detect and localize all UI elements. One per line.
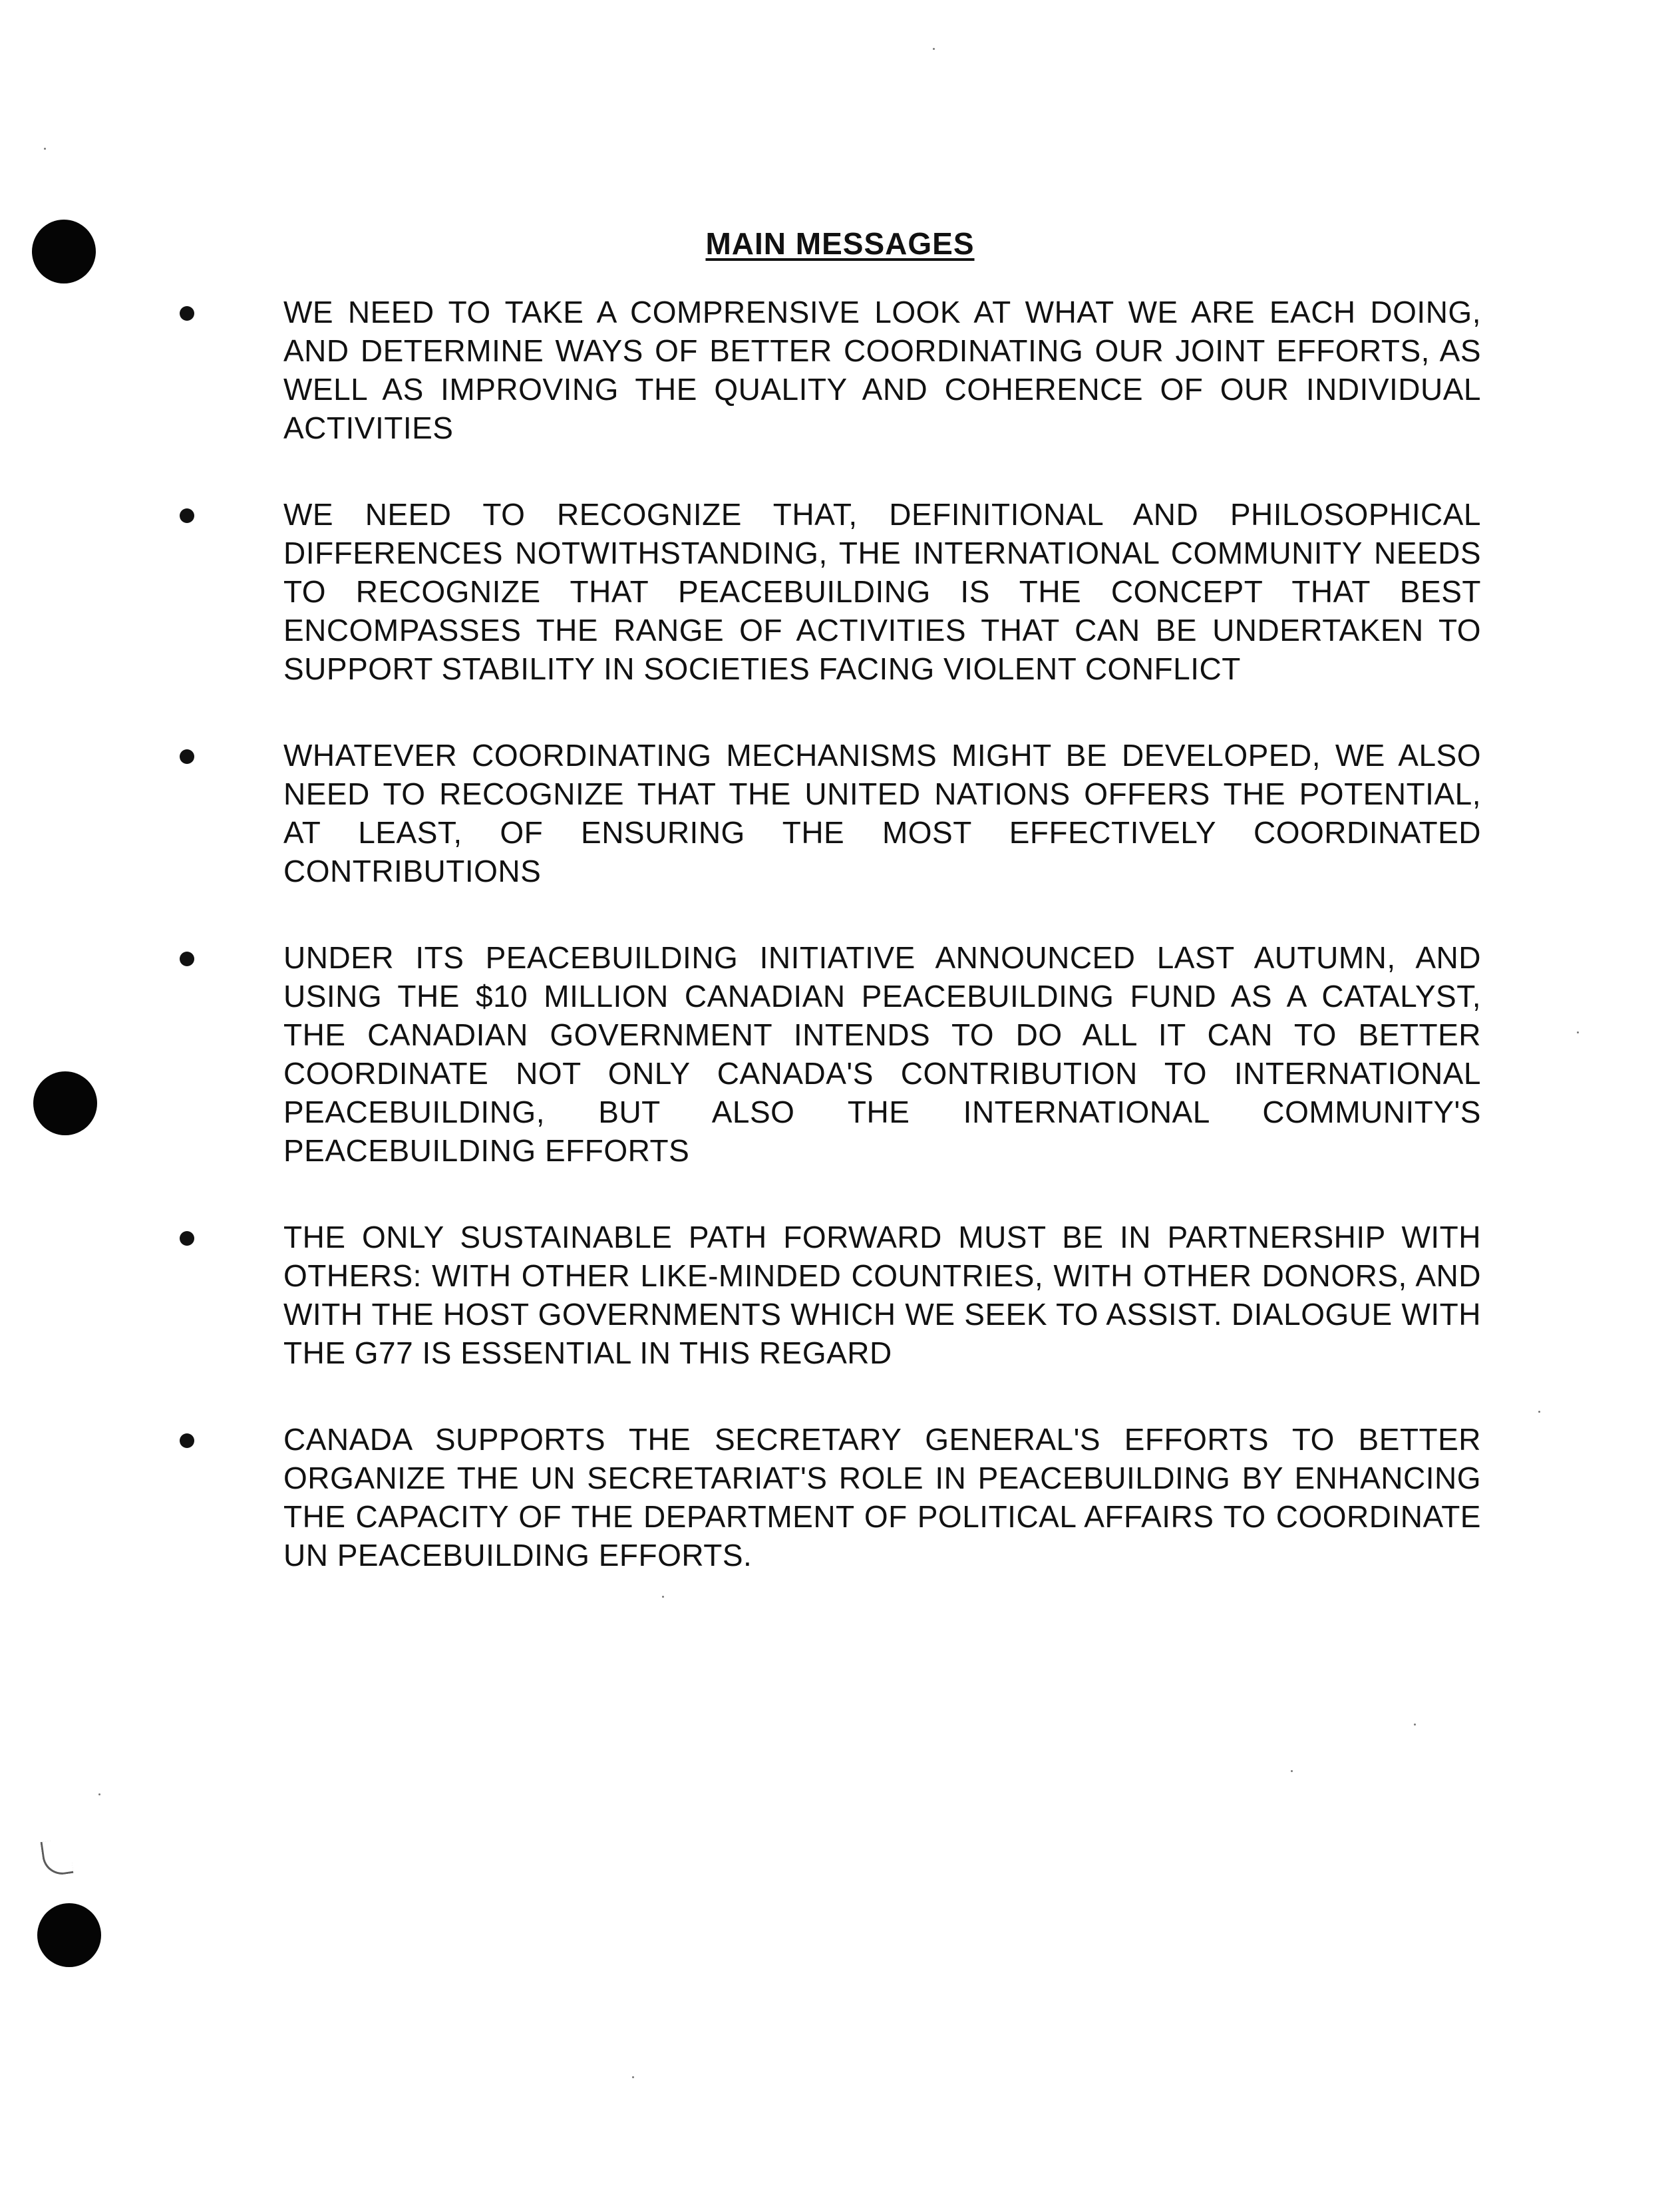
list-item xyxy=(180,938,1484,1170)
list-item-text: UNDER ITS PEACEBUILDING INITIATIVE ANNOUNCED LAST AUTUMN, AND USING THE $10 MILLION CANADIAN PEACEBUILDING FUND AS A CATALYST, THE CANADIAN GOVERNMENT INTENDS TO DO ALL IT CAN TO BETTER COORDINATE NOT ONLY CANADA'S CONTRIBUTION TO INTERNATIONAL PEACEBUILDING, BUT ALSO THE INTERNATIONAL COMMUNITY'S PEACEBUILDING EFFORTS xyxy=(283,940,1481,1168)
list-item-text: THE ONLY SUSTAINABLE PATH FORWARD MUST BE IN PARTNERSHIP WITH OTHERS: WITH OTHER LIKE-MINDED COUNTRIES, WITH OTHER DONORS, AND WITH THE HOST GOVERNMENTS WHICH WE SEEK TO ASSIST. DIALOGUE WITH THE G77 IS ESSENTIAL IN THIS REGARD xyxy=(283,1220,1481,1370)
scan-speck xyxy=(1414,1724,1416,1726)
bullet-icon xyxy=(180,952,194,966)
list-item xyxy=(180,1218,1484,1372)
bullet-icon xyxy=(180,306,194,321)
page-title xyxy=(0,225,1680,262)
bullet-icon xyxy=(180,749,194,764)
list-item-text: WHATEVER COORDINATING MECHANISMS MIGHT BE DEVELOPED, WE ALSO NEED TO RECOGNIZE THAT THE UNITED NATIONS OFFERS THE POTENTIAL, AT LEAST, OF ENSURING THE MOST EFFECTIVELY COORDINATED CONTRIBUTIONS xyxy=(283,738,1481,888)
main-messages-list xyxy=(180,293,1484,1622)
binder-hole-bottom xyxy=(37,1903,101,1967)
binder-hole-middle xyxy=(33,1071,97,1135)
bullet-icon xyxy=(180,1433,194,1448)
scan-artifact-mark xyxy=(41,1838,74,1877)
list-item xyxy=(180,1420,1484,1574)
page-title-text: MAIN MESSAGES xyxy=(705,226,975,261)
list-item-text: WE NEED TO RECOGNIZE THAT, DEFINITIONAL AND PHILOSOPHICAL DIFFERENCES NOTWITHSTANDING, THE INTERNATIONAL COMMUNITY NEEDS TO RECOGNIZE THAT PEACEBUILDING IS THE CONCEPT THAT BEST ENCOMPASSES THE RANGE OF ACTIVITIES THAT CAN BE UNDERTAKEN TO SUPPORT STABILITY IN SOCIETIES FACING VIOLENT CONFLICT xyxy=(283,497,1481,686)
scan-speck xyxy=(1538,1411,1540,1413)
bullet-icon xyxy=(180,508,194,523)
scan-speck xyxy=(1577,1031,1579,1033)
scan-speck xyxy=(632,2076,634,2078)
scan-speck xyxy=(1291,1770,1293,1772)
scan-speck xyxy=(44,148,46,150)
list-item xyxy=(180,495,1484,688)
scan-speck xyxy=(98,1793,100,1795)
list-item-text: CANADA SUPPORTS THE SECRETARY GENERAL'S EFFORTS TO BETTER ORGANIZE THE UN SECRETARIAT'S ROLE IN PEACEBUILDING BY ENHANCING THE CAPACITY OF THE DEPARTMENT OF POLITICAL AFFAIRS TO COORDINATE UN PEACEBUILDING EFFORTS. xyxy=(283,1422,1481,1572)
bullet-icon xyxy=(180,1231,194,1246)
scan-speck xyxy=(933,48,935,50)
list-item xyxy=(180,736,1484,890)
list-item-text: WE NEED TO TAKE A COMPRENSIVE LOOK AT WHAT WE ARE EACH DOING, AND DETERMINE WAYS OF BETTER COORDINATING OUR JOINT EFFORTS, AS WELL AS IMPROVING THE QUALITY AND COHERENCE OF OUR INDIVIDUAL ACTIVITIES xyxy=(283,295,1481,445)
list-item xyxy=(180,293,1484,447)
